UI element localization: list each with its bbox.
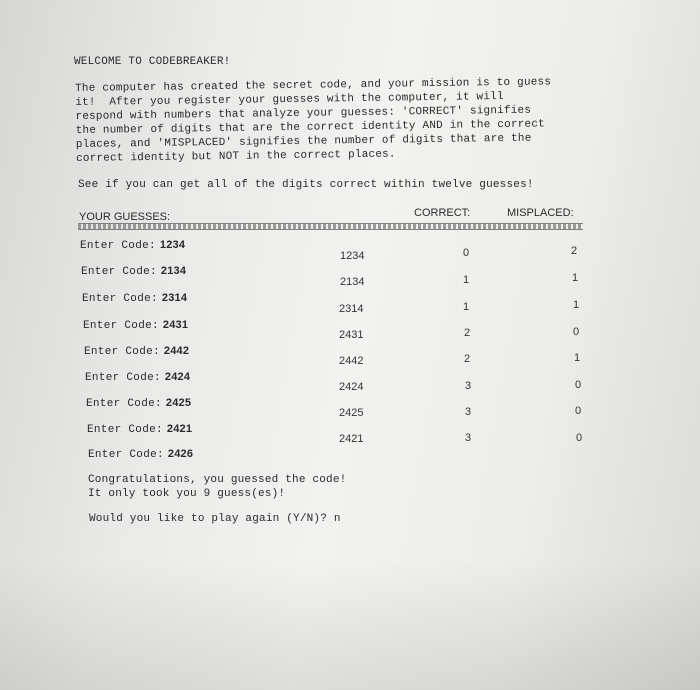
result-correct: 2 — [464, 353, 471, 365]
entry-line: Enter Code: 1234 — [80, 239, 186, 252]
result-misplaced: 1 — [573, 299, 580, 311]
congrats-message: Congratulations, you guessed the code! It only took you 9 guess(es)! — [88, 474, 347, 500]
result-correct: 0 — [463, 247, 470, 259]
result-guess: 2425 — [339, 407, 364, 419]
result-correct: 3 — [465, 406, 472, 418]
result-correct: 1 — [463, 301, 470, 313]
result-guess: 2424 — [339, 381, 364, 393]
result-guess: 2421 — [339, 433, 364, 445]
header-divider — [78, 223, 583, 230]
entry-line: Enter Code: 2426 — [88, 448, 194, 461]
result-misplaced: 2 — [571, 245, 578, 257]
result-guess: 2442 — [339, 355, 364, 367]
header-misplaced: MISPLACED: — [507, 207, 574, 219]
entry-line: Enter Code: 2431 — [83, 319, 189, 332]
result-misplaced: 1 — [574, 352, 581, 364]
entry-line: Enter Code: 2421 — [87, 423, 193, 436]
header-correct: CORRECT: — [414, 207, 471, 219]
result-correct: 3 — [465, 432, 472, 444]
entry-line: Enter Code: 2425 — [86, 397, 192, 410]
result-guess: 2431 — [339, 329, 364, 341]
play-again-prompt: Would you like to play again (Y/N)? n — [89, 513, 341, 525]
header-guesses: YOUR GUESSES: — [79, 211, 171, 223]
result-misplaced: 0 — [575, 405, 582, 417]
result-guess: 2314 — [339, 303, 364, 315]
entry-line: Enter Code: 2424 — [85, 371, 191, 384]
result-misplaced: 0 — [576, 432, 583, 444]
result-guess: 1234 — [340, 250, 365, 262]
entry-line: Enter Code: 2134 — [81, 265, 187, 278]
result-misplaced: 0 — [573, 326, 580, 338]
result-misplaced: 0 — [575, 379, 582, 391]
challenge-text: See if you can get all of the digits correct within twelve guesses! — [78, 179, 534, 191]
result-correct: 3 — [465, 380, 472, 392]
photo-shadow — [0, 560, 700, 690]
entry-line: Enter Code: 2442 — [84, 345, 190, 358]
intro-text: The computer has created the secret code, and your mission is to guess it! After you register your guesses with the computer, it will respond with numbers that analyze your guesses: 'CORRECT' signifies the number of digits that are the correct identity AND in the correct places, and 'MISPLACED' signifies the number of digits that are the correct identity but NOT in the correct places. — [75, 76, 552, 165]
result-misplaced: 1 — [572, 272, 579, 284]
entry-line: Enter Code: 2314 — [82, 292, 188, 305]
result-correct: 2 — [464, 327, 471, 339]
app-title: WELCOME TO CODEBREAKER! — [74, 56, 231, 68]
result-guess: 2134 — [340, 276, 365, 288]
result-correct: 1 — [463, 274, 470, 286]
